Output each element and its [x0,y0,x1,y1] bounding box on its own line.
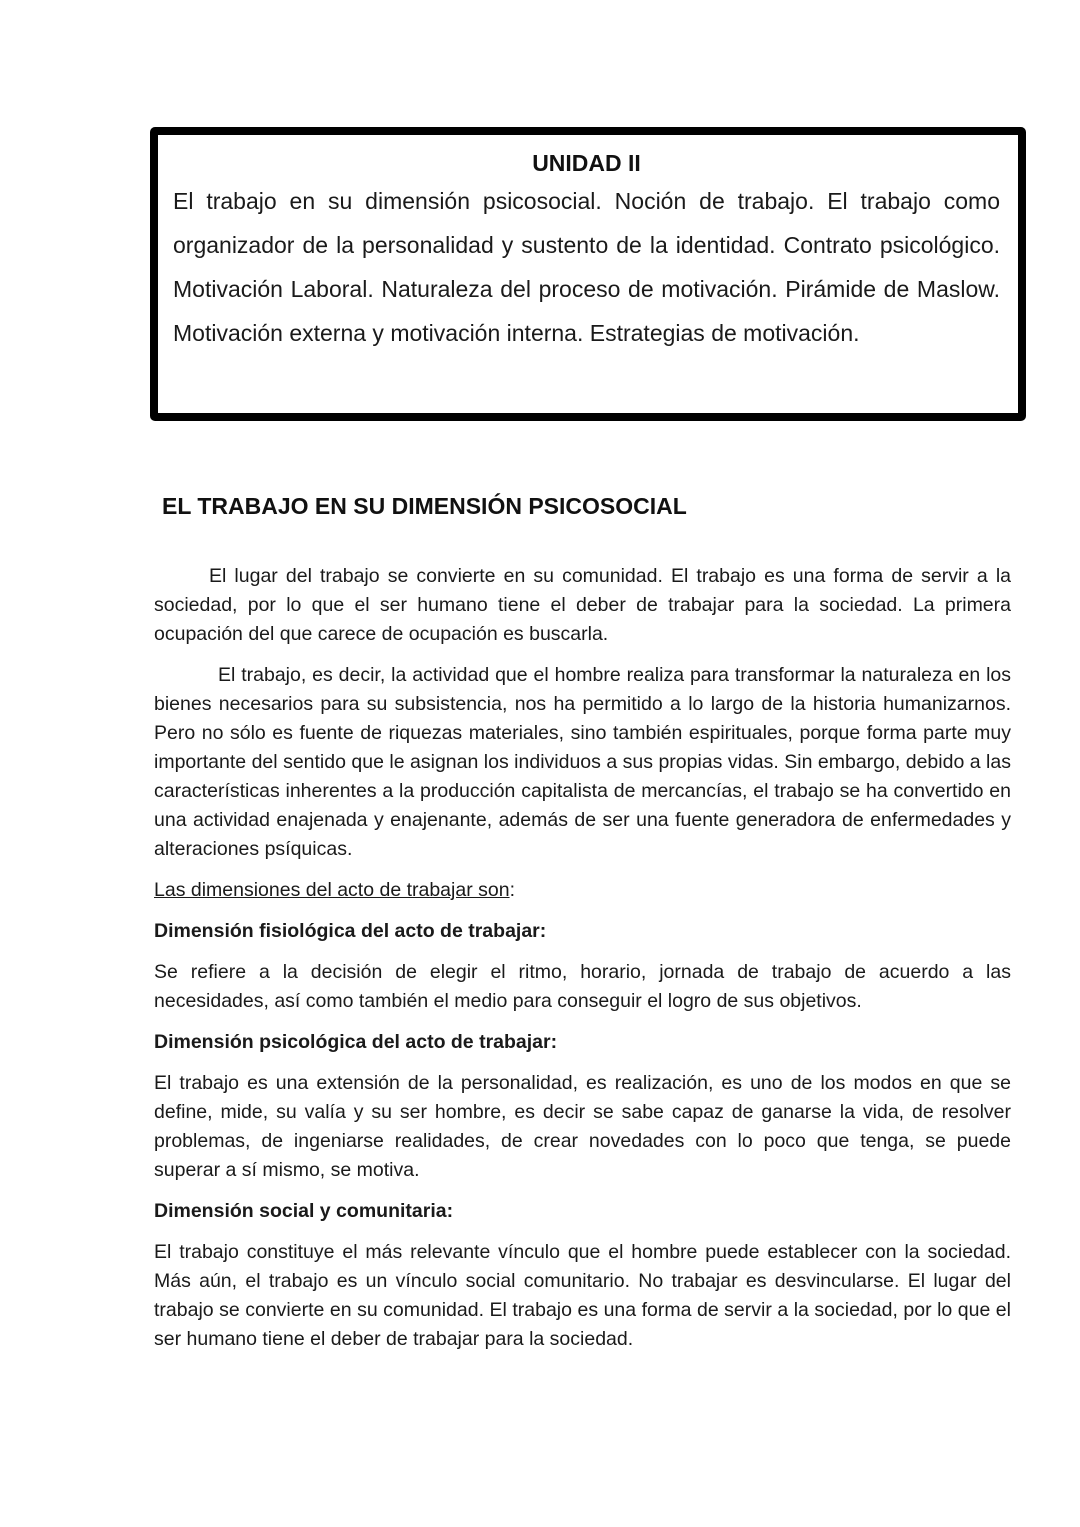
dimensions-intro-colon: : [509,879,515,901]
work-definition-paragraph: El trabajo, es decir, la actividad que el hombre realiza para transformar la naturaleza en los bienes necesarios para su subsistencia, nos ha permitido a lo largo de la historia humanizarnos. Pero no sólo es fuente de riquezas materiales, sino también espirituales, porque forma parte muy importante del sentido que le asignan los individuos a sus propias vidas. Sin embargo, debido a las características inherentes a la producción capitalista de mercancías, el trabajo se ha convertido en una actividad enajenada y enajenante, además de ser una fuente generadora de enfermedades y alteraciones psíquicas. [154,664,1011,860]
dimension-psychological-text: El trabajo es una extensión de la personalidad, es realización, es uno de los modos en que se define, mide, su valía y su ser hombre, es decir se sabe capaz de ganarse la vida, de resolver problemas, de ingeniarse realidades, de crear novedades con lo poco que tenga, se puede superar a sí mismo, se motiva. [154,1072,1011,1181]
section-heading: EL TRABAJO EN SU DIMENSIÓN PSICOSOCIAL [162,493,687,519]
unit-title: UNIDAD II [532,150,641,176]
dimension-social-text: El trabajo constituye el más relevante vínculo que el hombre puede establecer con la sociedad. Más aún, el trabajo es un vínculo social comunitario. No trabajar es desvincularse. El lugar del trabajo se convierte en su comunidad. El trabajo es una forma de servir a la sociedad, por lo que el ser humano tiene el deber de trabajar para la sociedad. [154,1241,1011,1350]
dimensions-intro-label: Las dimensiones del acto de trabajar son [154,879,510,901]
dimension-social-title: Dimensión social y comunitaria: [154,1200,454,1222]
dimension-physiological-title: Dimensión fisiológica del acto de trabajar: [154,920,547,942]
unit-summary-box [150,127,1026,421]
dimensions-intro [154,876,1011,905]
section-body [154,562,1011,1366]
unit-summary-text: El trabajo en su dimensión psicosocial. Noción de trabajo. El trabajo como organizador de la personalidad y sustento de la identidad. Contrato psicológico. Motivación Laboral. Naturaleza del proceso de motivación. Pirámide de Maslow. Motivación externa y motivación interna. Estrategias de motivación. [173,188,1000,346]
intro-paragraph: El lugar del trabajo se convierte en su comunidad. El trabajo es una forma de servir a la sociedad, por lo que el ser humano tiene el deber de trabajar para la sociedad. La primera ocupación del que carece de ocupación es buscarla. [154,565,1011,645]
dimension-physiological-text: Se refiere a la decisión de elegir el ritmo, horario, jornada de trabajo de acuerdo a las necesidades, así como también el medio para conseguir el logro de sus objetivos. [154,961,1011,1012]
dimension-psychological-title: Dimensión psicológica del acto de trabajar: [154,1031,558,1053]
